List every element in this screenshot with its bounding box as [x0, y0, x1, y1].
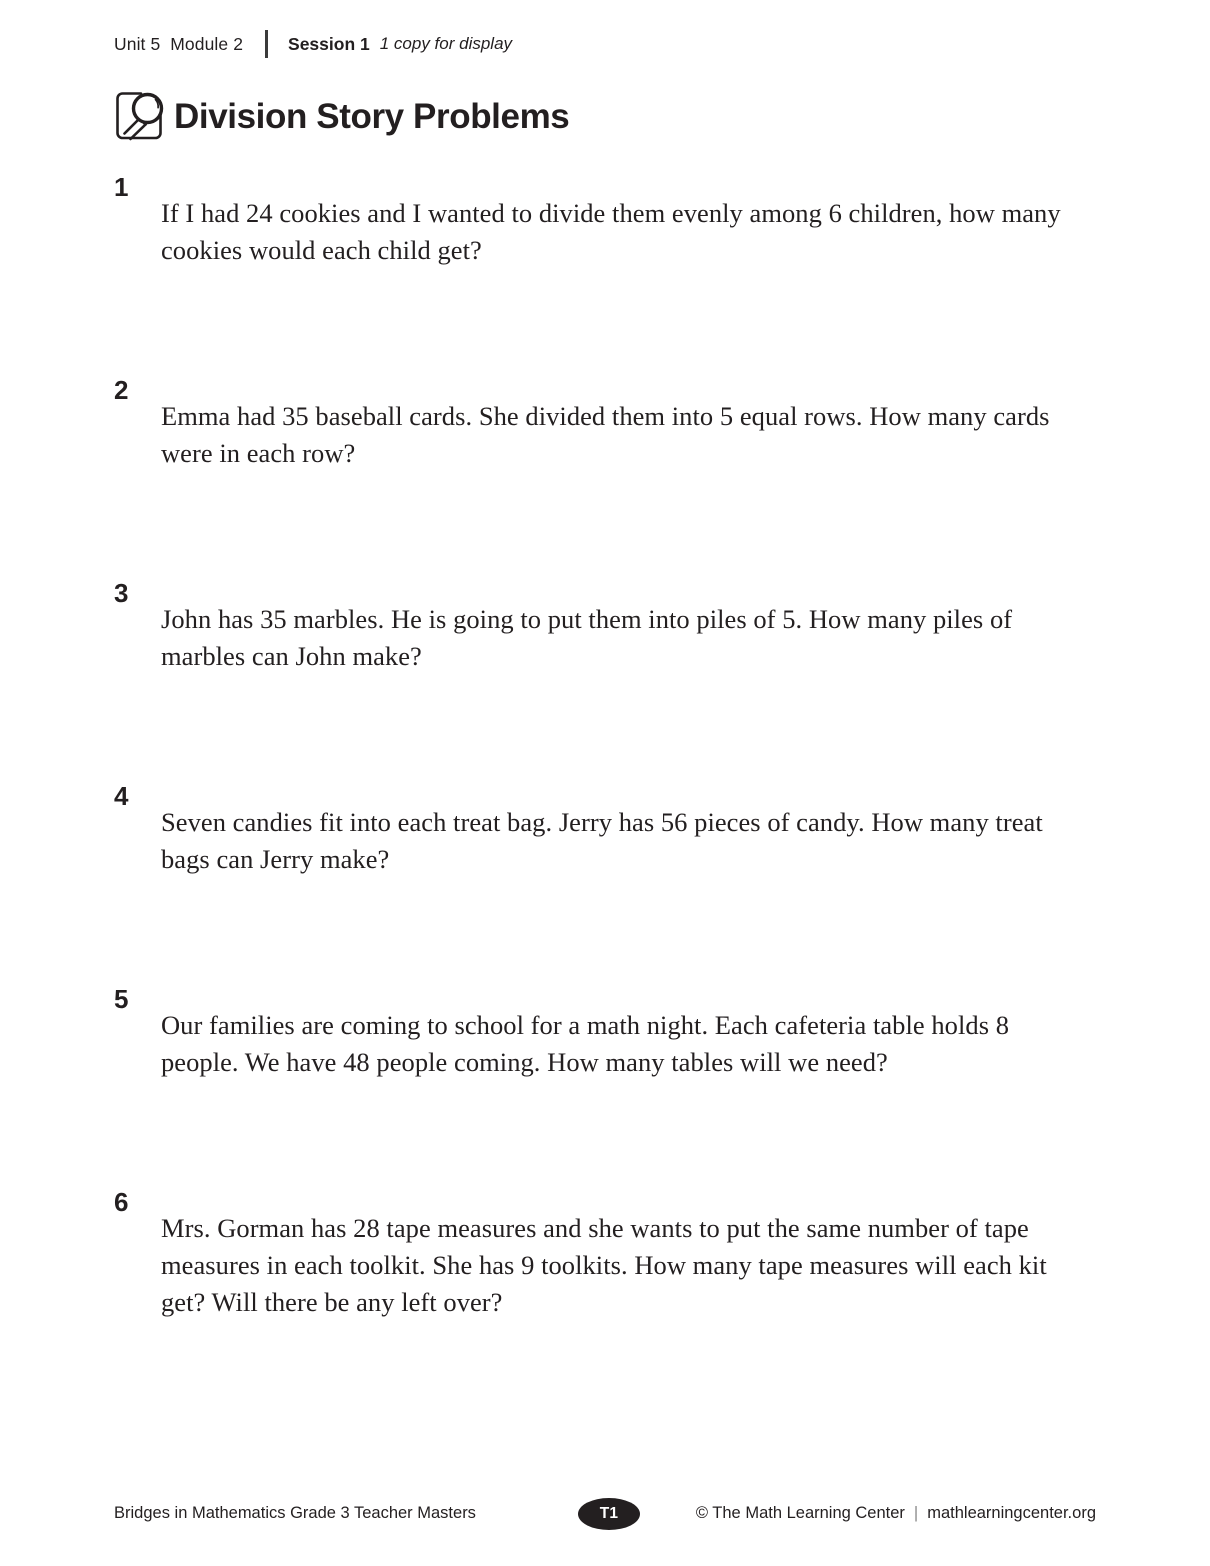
problem-item	[0, 168, 1210, 371]
problem-number: 6	[114, 1187, 129, 1217]
footer-publication-label: Bridges in Mathematics Grade 3 Teacher Masters	[114, 1504, 476, 1522]
page-title: Division Story Problems	[174, 96, 570, 136]
page-footer	[0, 1498, 1210, 1534]
footer-website-link[interactable]: mathlearningcenter.org	[927, 1504, 1096, 1522]
footer-separator: |	[913, 1504, 919, 1522]
problem-number: 5	[114, 984, 129, 1014]
problem-number: 1	[114, 172, 129, 202]
problem-item	[0, 574, 1210, 777]
session-label: Session 1	[288, 33, 370, 54]
header-divider	[265, 30, 268, 58]
title-row	[112, 84, 569, 146]
problem-number: 4	[114, 781, 129, 811]
problem-text: Our families are coming to school for a math night. Each cafeteria table holds 8 people. We have 48 people coming. How many tables will we need?	[161, 1009, 1010, 1077]
problem-text: John has 35 marbles. He is going to put them into piles of 5. How many piles of marbles can John make?	[161, 603, 1013, 671]
problem-text: Emma had 35 baseball cards. She divided them into 5 equal rows. How many cards were in each row?	[161, 400, 1050, 468]
problem-item	[0, 980, 1210, 1183]
problem-list	[0, 168, 1210, 1317]
problem-item	[0, 371, 1210, 574]
magnifier-page-pencil-icon	[112, 88, 170, 144]
problem-text: Mrs. Gorman has 28 tape measures and she wants to put the same number of tape measures in each toolkit. She has 9 toolkits. How many tape measures will each kit get? Will there be any left over?	[161, 1212, 1047, 1317]
problem-number: 3	[114, 578, 129, 608]
unit-module-label: Unit 5 Module 2	[114, 33, 244, 54]
copy-instruction-label: 1 copy for display	[379, 34, 513, 53]
page-number-badge: T1	[578, 1498, 640, 1530]
page-header	[114, 30, 512, 58]
footer-copyright-group	[696, 1504, 1096, 1523]
problem-text: Seven candies fit into each treat bag. Jerry has 56 pieces of candy. How many treat bags can Jerry make?	[161, 806, 1043, 874]
problem-text: If I had 24 cookies and I wanted to divide them evenly among 6 children, how many cookies would each child get?	[161, 197, 1061, 265]
problem-item	[0, 777, 1210, 980]
footer-copyright-label: © The Math Learning Center	[695, 1504, 905, 1522]
problem-number: 2	[114, 375, 129, 405]
